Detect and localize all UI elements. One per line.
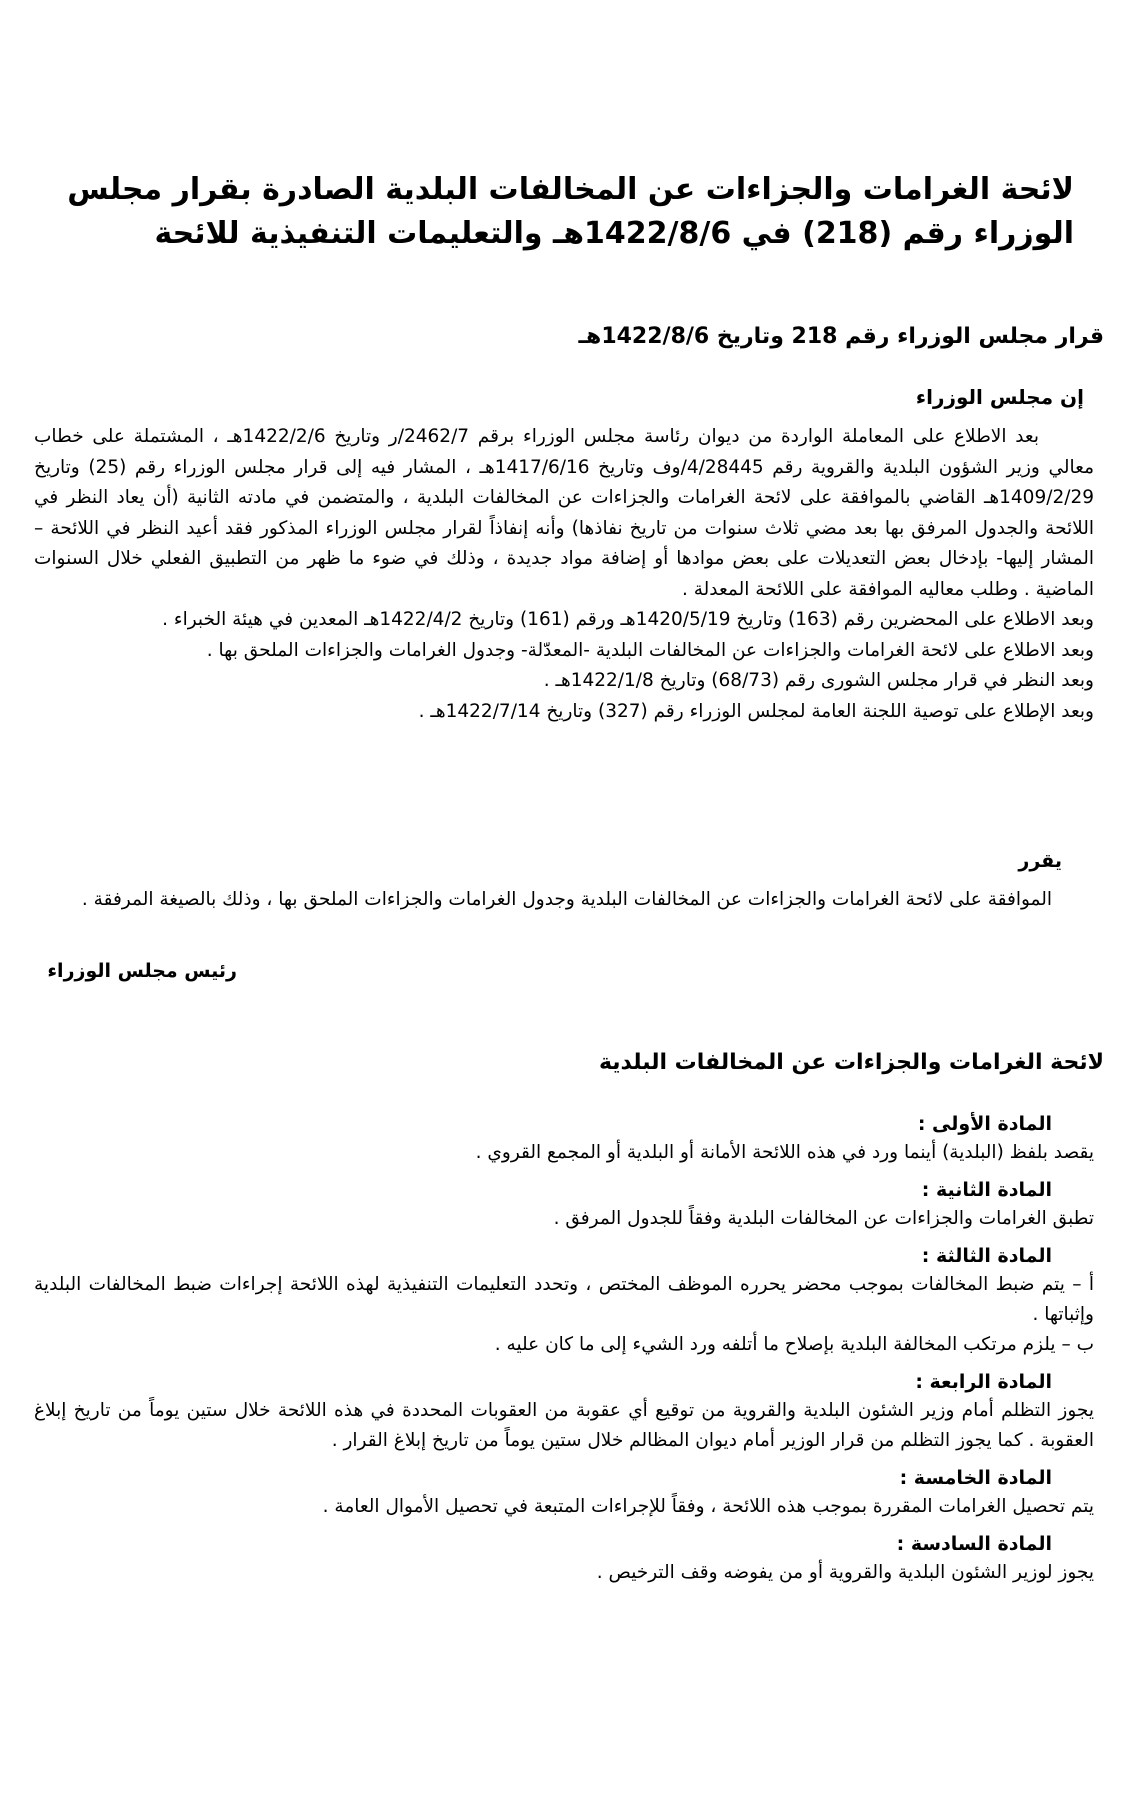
article-4-body [34, 1396, 1094, 1456]
decree-paragraph: وبعد الإطلاع على توصية اللجنة العامة لمجلس الوزراء رقم (327) وتاريخ 1422/7/14هـ . [418, 700, 1094, 722]
article-2-title: المادة الثانية : [921, 1179, 1052, 1201]
article-4-title: المادة الرابعة : [915, 1371, 1052, 1393]
article-2-body [34, 1204, 1094, 1234]
article-paragraph: يقصد بلفظ (البلدية) أينما ورد في هذه اللائحة الأمانة أو البلدية أو المجمع القروي . [475, 1142, 1094, 1163]
article-paragraph: تطبق الغرامات والجزاءات عن المخالفات البلدية وفقاً للجدول المرفق . [553, 1208, 1094, 1229]
decides-label: يقرر [1018, 850, 1062, 872]
article-paragraph: يتم تحصيل الغرامات المقررة بموجب هذه اللائحة ، وفقاً للإجراءات المتبعة في تحصيل الأموال العامة . [322, 1496, 1094, 1517]
decree-heading: قرار مجلس الوزراء رقم 218 وتاريخ 1422/8/6هـ [578, 324, 1104, 349]
article-3-title: المادة الثالثة : [921, 1245, 1052, 1267]
article-paragraph: يجوز التظلم أمام وزير الشئون البلدية والقروية من توقيع أي عقوبة من العقوبات المحددة في هذه اللائحة خلال ستين يوماً من تاريخ إبلاغ العقوبة . كما يجوز التظلم من قرار الوزير أمام ديوان المظالم خلال ستين يوماً من تاريخ إبلاغ القرار . [34, 1400, 1094, 1451]
decree-paragraph: وبعد الاطلاع على المحضرين رقم (163) وتاريخ 1420/5/19هـ ورقم (161) وتاريخ 1422/4/2هـ المعدين في هيئة الخبراء . [162, 609, 1094, 630]
article-1-body [34, 1138, 1094, 1168]
article-paragraph: يجوز لوزير الشئون البلدية والقروية أو من يفوضه وقف الترخيص . [596, 1562, 1094, 1583]
decree-body [34, 422, 1094, 727]
articles-list [34, 1110, 1094, 1596]
article-paragraph: أ – يتم ضبط المخالفات بموجب محضر يحرره الموظف المختص ، وتحدد التعليمات التنفيذية لهذه اللائحة إجراءات ضبط المخالفات البلدية وإثباتها . [34, 1274, 1094, 1325]
article-6-title: المادة السادسة : [896, 1533, 1052, 1555]
decree-paragraph: وبعد الاطلاع على لائحة الغرامات والجزاءات عن المخالفات البلدية -المعدّلة- وجدول الغرامات والجزاءات الملحق بها . [206, 639, 1094, 661]
decree-paragraph: بعد الاطلاع على المعاملة الواردة من ديوان رئاسة مجلس الوزراء برقم 2462/7/ر وتاريخ 1422/2/6هـ ، المشتملة على خطاب معالي وزير الشؤون البلدية والقروية رقم 4/28445/وف وتاريخ 1417/6/16هـ ، المشار فيه إلى قرار مجلس الوزراء رقم (25) وتاريخ 1409/2/29هـ القاضي بالموافقة على لائحة الغرامات والجزاءات عن المخالفات البلدية ، والمتضمن في مادته الثانية (أن يعاد النظر في اللائحة والجدول المرفق بها بعد مضي ثلاث سنوات من تاريخ نفاذها) وأنه إنفاذاً لقرار مجلس الوزراء المذكور فقد أعيد النظر في اللائحة –المشار إليها- بإدخال بعض التعديلات على بعض موادها أو إضافة مواد جديدة ، وذلك في ضوء ما ظهر من التطبيق الفعلي خلال السنوات الماضية . وطلب معاليه الموافقة على اللائحة المعدلة . [34, 426, 1094, 600]
regulation-title: لائحة الغرامات والجزاءات عن المخالفات البلدية [598, 1050, 1104, 1075]
document-title: لائحة الغرامات والجزاءات عن المخالفات البلدية الصادرة بقرار مجلس الوزراء رقم (218) في 1422/8/6هـ والتعليمات التنفيذية للائحة [67, 172, 1074, 251]
approval-text: الموافقة على لائحة الغرامات والجزاءات عن المخالفات البلدية وجدول الغرامات والجزاءات الملحق بها ، وذلك بالصيغة المرفقة . [81, 889, 1052, 910]
article-5-body [34, 1492, 1094, 1522]
article-3-body [34, 1270, 1094, 1360]
signature: رئيس مجلس الوزراء [47, 960, 237, 982]
article-1-title: المادة الأولى : [917, 1113, 1052, 1135]
article-6-body [34, 1558, 1094, 1588]
decree-paragraph: وبعد النظر في قرار مجلس الشورى رقم (68/73) وتاريخ 1422/1/8هـ . [543, 670, 1094, 691]
article-paragraph: ب – يلزم مرتكب المخالفة البلدية بإصلاح ما أتلفه ورد الشيء إلى ما كان عليه . [494, 1334, 1094, 1355]
council-label: إن مجلس الوزراء [915, 385, 1084, 409]
article-5-title: المادة الخامسة : [899, 1467, 1052, 1489]
